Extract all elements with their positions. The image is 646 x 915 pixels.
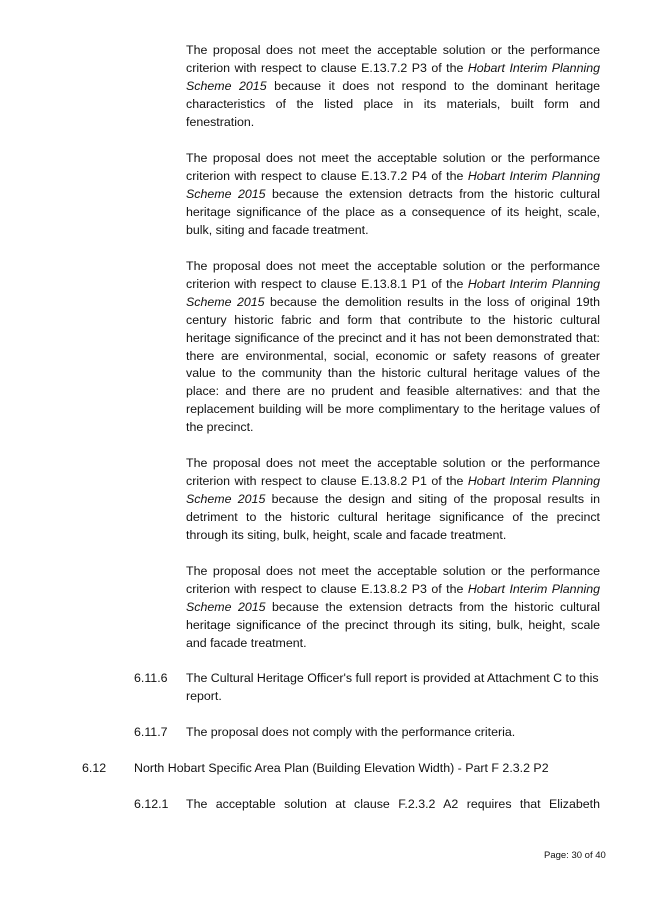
paragraph-text: because the demolition results in the loss of original 19th century historic fabric and form that contribute to the historic cultural heritage significance of the precinct and it has not been demonstrated that: there are environmental, social, economic or safety reasons of greater value to the community than the historic cultural heritage values of the place: and there are no prudent and feasible alternatives: and that the replacement building will be more complimentary to the heritage values of the precinct. (186, 294, 600, 435)
subitem-number: 6.12.1 (134, 797, 169, 811)
section-heading: North Hobart Specific Area Plan (Building Elevation Width) - Part F 2.3.2 P2 (134, 761, 549, 775)
paragraph-text: The proposal does not meet the acceptable solution or the performance criterion with respect to clause E.13.7.2 P3 of the (186, 43, 600, 75)
paragraph-text: because it does not respond to the dominant heritage characteristics of the listed place in its materials, built form and fenestration. (186, 78, 601, 129)
item-number: 6.11.7 (134, 725, 168, 739)
paragraph-e13-7-2-p4 (186, 150, 600, 240)
paragraph-e13-8-2-p3 (186, 563, 600, 653)
paragraph-text: The proposal does not meet the acceptable solution or the performance criterion with respect to clause E.13.8.2 P1 of the (186, 456, 600, 488)
page-number: Page: 30 of 40 (544, 850, 606, 861)
paragraph-e13-8-1-p1 (186, 258, 600, 437)
scheme-name: Hobart Interim Planning Scheme 2015 (186, 168, 600, 201)
item-number: 6.11.6 (134, 671, 168, 685)
scheme-name: Hobart Interim Planning Scheme 2015 (186, 581, 600, 614)
item-text: The Cultural Heritage Officer's full report is provided at Attachment C to this report. (186, 671, 599, 703)
subitem-text: The acceptable solution at clause F.2.3.2 A2 requires that Elizabeth (186, 797, 600, 811)
paragraph-text: because the design and siting of the proposal results in detriment to the historic cultural heritage significance of the precinct through its siting, bulk, height, scale and facade treatment. (186, 491, 600, 542)
scheme-name: Hobart Interim Planning Scheme 2015 (186, 276, 600, 309)
scheme-name: Hobart Interim Planning Scheme 2015 (186, 60, 600, 93)
paragraph-text: The proposal does not meet the acceptable solution or the performance criterion with respect to clause E.13.8.1 P1 of the (186, 259, 600, 291)
paragraph-text: The proposal does not meet the acceptable solution or the performance criterion with respect to clause E.13.8.2 P3 of the (186, 564, 600, 596)
item-text: The proposal does not comply with the performance criteria. (186, 725, 516, 739)
scheme-name: Hobart Interim Planning Scheme 2015 (186, 473, 600, 506)
paragraph-text: because the extension detracts from the historic cultural heritage significance of the precinct through its siting, bulk, height, scale and facade treatment. (186, 599, 600, 650)
section-number: 6.12 (82, 761, 107, 775)
paragraph-e13-7-2-p3 (186, 42, 600, 132)
paragraph-text: The proposal does not meet the acceptable solution or the performance criterion with respect to clause E.13.7.2 P4 of the (186, 151, 600, 183)
paragraph-e13-8-2-p1 (186, 455, 600, 545)
paragraph-text: because the extension detracts from the historic cultural heritage significance of the place as a consequence of its height, scale, bulk, siting and facade treatment. (186, 186, 600, 237)
